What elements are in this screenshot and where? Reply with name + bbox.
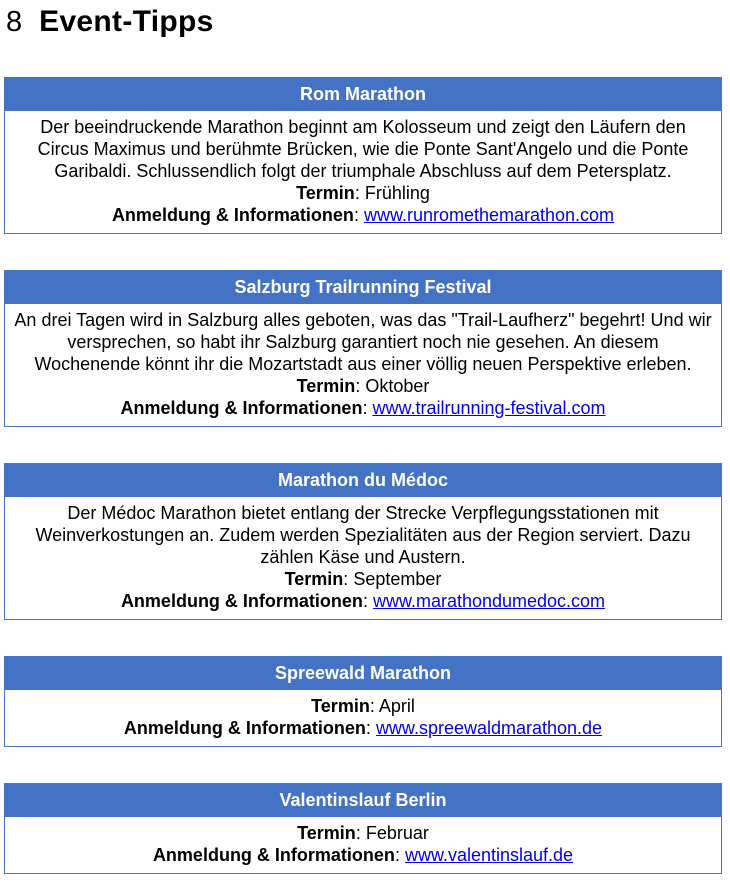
termin-value: September	[353, 569, 442, 589]
termin-line	[13, 375, 713, 397]
colon-separator: :	[362, 591, 373, 611]
heading-number: 8	[6, 6, 23, 38]
colon-separator: :	[353, 205, 364, 225]
anmeldung-line	[13, 397, 713, 419]
termin-label: Termin	[296, 183, 355, 203]
event-card	[4, 656, 722, 747]
termin-value: Frühling	[364, 183, 430, 203]
event-card-header: Valentinslauf Berlin	[5, 784, 721, 817]
anmeldung-label: Anmeldung & Informationen	[123, 718, 366, 738]
event-card-header: Spreewald Marathon	[5, 657, 721, 690]
termin-label: Termin	[284, 569, 344, 589]
event-card-body	[5, 304, 721, 426]
termin-line	[13, 822, 713, 844]
anmeldung-line	[13, 844, 713, 866]
termin-value: Februar	[365, 823, 429, 843]
event-card	[4, 463, 722, 620]
event-link[interactable]: www.valentinslauf.de	[404, 845, 574, 865]
colon-separator: :	[394, 845, 405, 865]
page-title	[4, 4, 722, 40]
colon-separator: :	[343, 569, 354, 589]
termin-value: Oktober	[365, 376, 430, 396]
event-card-list	[4, 77, 722, 874]
colon-separator: :	[355, 823, 366, 843]
termin-label: Termin	[296, 376, 356, 396]
colon-separator: :	[355, 376, 366, 396]
event-card-header: Salzburg Trailrunning Festival	[5, 271, 721, 304]
termin-label: Termin	[311, 696, 370, 716]
event-card-body	[5, 497, 721, 619]
termin-label: Termin	[297, 823, 356, 843]
event-link[interactable]: www.trailrunning-festival.com	[372, 398, 606, 418]
anmeldung-line	[13, 590, 713, 612]
anmeldung-line	[13, 204, 713, 226]
anmeldung-label: Anmeldung & Informationen	[120, 591, 363, 611]
event-card-body	[5, 111, 721, 233]
event-description: Der Médoc Marathon bietet entlang der Strecke Verpflegungsstationen mit Weinverkostungen an. Zudem werden Spezialitäten aus der Region serviert. Dazu zählen Käse und Austern.	[35, 503, 691, 567]
termin-line	[13, 182, 713, 204]
colon-separator: :	[369, 696, 379, 716]
event-description: An drei Tagen wird in Salzburg alles geboten, was das "Trail-Laufherz" begehrt! Und wir versprechen, so habt ihr Salzburg garantiert noch nie gesehen. An diesem Wochenende könnt ihr die Mozartstadt aus einer völlig neuen Perspektive erleben.	[14, 310, 712, 374]
event-card-header: Rom Marathon	[5, 78, 721, 111]
termin-line	[13, 568, 713, 590]
event-card-body	[5, 817, 721, 873]
termin-value: April	[378, 696, 415, 716]
event-description: Der beeindruckende Marathon beginnt am Kolosseum und zeigt den Läufern den Circus Maximus und berühmte Brücken, wie die Ponte Sant'Angelo und die Ponte Garibaldi. Schlussendlich folgt der triumphale Abschluss auf dem Petersplatz.	[37, 117, 689, 181]
heading-text: Event-Tipps	[39, 5, 214, 38]
anmeldung-label: Anmeldung & Informationen	[152, 845, 395, 865]
event-card	[4, 270, 722, 427]
event-card	[4, 77, 722, 234]
event-card	[4, 783, 722, 874]
anmeldung-label: Anmeldung & Informationen	[111, 205, 354, 225]
colon-separator: :	[365, 718, 376, 738]
termin-line	[13, 695, 713, 717]
event-link[interactable]: www.spreewaldmarathon.de	[375, 718, 603, 738]
event-link[interactable]: www.marathondumedoc.com	[372, 591, 606, 611]
colon-separator: :	[354, 183, 365, 203]
event-link[interactable]: www.runromethemarathon.com	[363, 205, 615, 225]
anmeldung-line	[13, 717, 713, 739]
event-card-header: Marathon du Médoc	[5, 464, 721, 497]
event-card-body	[5, 690, 721, 746]
colon-separator: :	[362, 398, 373, 418]
anmeldung-label: Anmeldung & Informationen	[120, 398, 363, 418]
